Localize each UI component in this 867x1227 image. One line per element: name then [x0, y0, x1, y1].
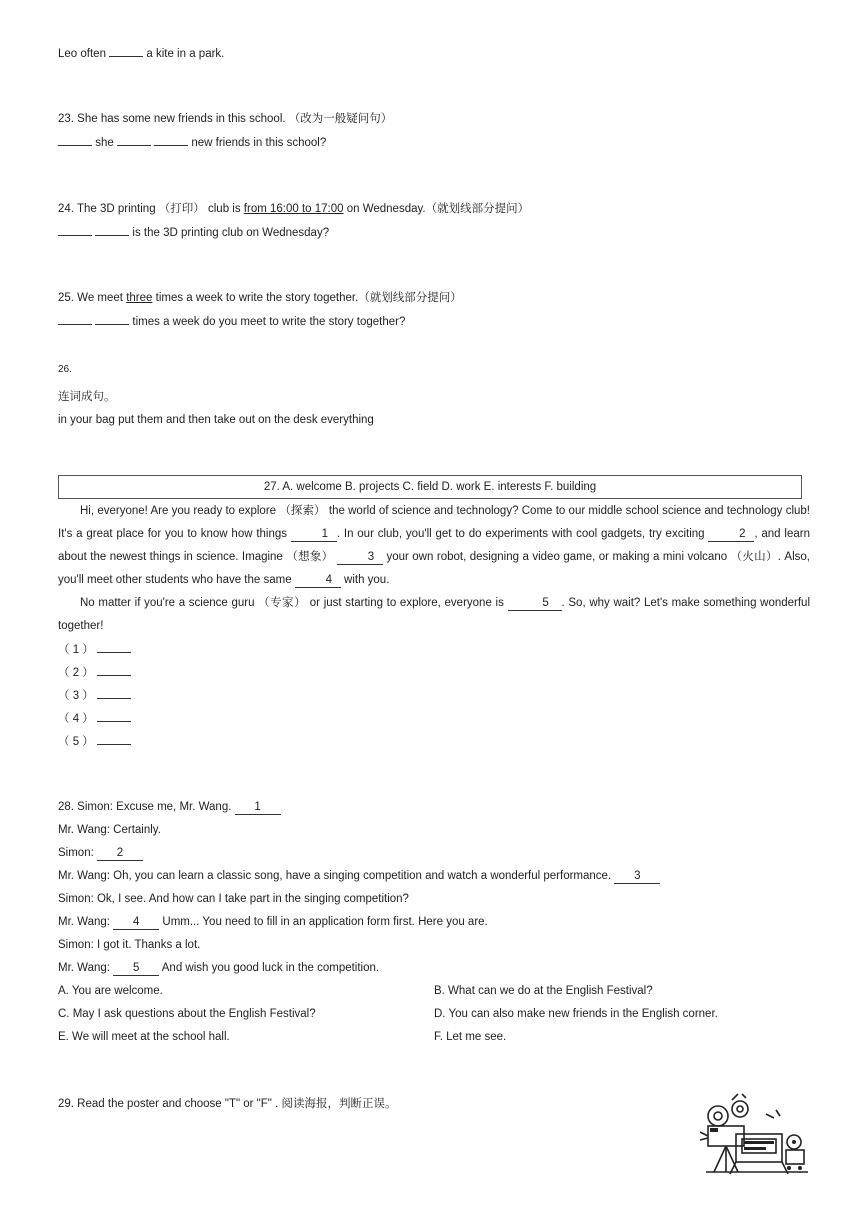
q24-text-end: is the 3D printing club on Wednesday? — [132, 227, 330, 239]
q28-text: And wish you good luck in the competition. — [161, 962, 380, 974]
q27-p1-d: your own robot, designing a video game, or making a mini volcano （火山）. Also, you'll meet other students who have the same — [58, 551, 810, 586]
q28-option-b: B. What can we do at the English Festival? — [434, 985, 653, 997]
q27-p2-b: . So, why wait? Let's make something wonderful together! — [58, 597, 811, 632]
q28-text: Mr. Wang: — [58, 962, 110, 974]
q27-p1-e: with you. — [344, 574, 390, 586]
q27-answer-1 — [58, 641, 131, 658]
film-equipment-icon — [696, 1092, 812, 1176]
q23-question: 23. She has some new friends in this school. （改为一般疑问句） — [58, 113, 393, 125]
q28-line-4 — [58, 868, 660, 884]
q24-underlined: from 16:00 to 17:00 — [243, 203, 344, 215]
q24-text-pre: 24. The 3D printing （打印） club is — [58, 203, 241, 215]
q26-number: 26. — [58, 364, 72, 375]
q25-question — [58, 290, 462, 306]
q26-instruction: 连词成句。 — [58, 391, 116, 403]
q28-option-f: F. Let me see. — [434, 1031, 507, 1043]
q24-text-post: on Wednesday.（就划线部分提问） — [346, 203, 530, 215]
q28-option-d: D. You can also make new friends in the English corner. — [434, 1008, 718, 1020]
q24-answer-line — [58, 224, 329, 241]
q28-line-7: Simon: I got it. Thanks a lot. — [58, 939, 201, 951]
q28-line-2: Mr. Wang: Certainly. — [58, 824, 161, 836]
q22-blank[interactable] — [109, 45, 143, 57]
q23-text-mid: she — [95, 137, 114, 149]
q27-word-box: 27. A. welcome B. projects C. field D. work E. interests F. building — [58, 475, 802, 499]
q27-p2-a: No matter if you're a science guru （专家） or just starting to explore, everyone is — [80, 597, 504, 609]
q27-blank-2[interactable]: 2 — [708, 528, 754, 542]
answer-label: （ 2 ） — [58, 667, 94, 679]
poster-illustration — [696, 1092, 812, 1176]
q28-option-e: E. We will meet at the school hall. — [58, 1031, 230, 1043]
answer-label: （ 4 ） — [58, 713, 94, 725]
q24-blank-2[interactable] — [95, 224, 129, 236]
q27-answer-5 — [58, 733, 131, 750]
q28-line-5: Simon: Ok, I see. And how can I take part in the singing competition? — [58, 893, 409, 905]
q28-text: 28. Simon: Excuse me, Mr. Wang. — [58, 801, 232, 813]
q27-p1-c: , and learn about the newest things in science. Imagine （想象） — [58, 528, 810, 563]
q25-answer-line — [58, 313, 405, 330]
q25-text-end: times a week do you meet to write the story together? — [132, 316, 406, 328]
q28-text: Simon: — [58, 847, 94, 859]
q27-answer-3 — [58, 687, 131, 704]
answer-label: （ 3 ） — [58, 690, 94, 702]
answer-blank[interactable] — [97, 710, 131, 722]
q27-p1-b: . In our club, you'll get to do experiments with cool gadgets, try exciting — [336, 528, 705, 540]
answer-blank[interactable] — [97, 733, 131, 745]
answer-blank[interactable] — [97, 664, 131, 676]
q25-text-post: times a week to write the story together.（就划线部分提问） — [155, 292, 462, 304]
q28-line-8 — [58, 960, 379, 976]
q27-answer-4 — [58, 710, 131, 727]
q25-blank-1[interactable] — [58, 313, 92, 325]
q27-blank-3[interactable]: 3 — [337, 551, 383, 565]
q28-blank-2[interactable]: 2 — [97, 847, 143, 861]
q23-blank-3[interactable] — [154, 134, 188, 146]
q22-text-post: a kite in a park. — [146, 48, 225, 60]
q24-question — [58, 201, 529, 217]
q27-answer-2 — [58, 664, 131, 681]
q23-answer-line — [58, 134, 326, 151]
q26-words: in your bag put them and then take out on the desk everything — [58, 414, 374, 426]
q28-line-3 — [58, 845, 143, 861]
q23-blank-2[interactable] — [117, 134, 151, 146]
q28-text: Mr. Wang: — [58, 916, 110, 928]
q28-blank-1[interactable]: 1 — [235, 801, 281, 815]
q27-blank-1[interactable]: 1 — [291, 528, 337, 542]
q28-blank-3[interactable]: 3 — [614, 870, 660, 884]
answer-label: （ 1 ） — [58, 644, 94, 656]
q28-text: Umm... You need to fill in an application form first. Here you are. — [162, 916, 488, 928]
answer-blank[interactable] — [97, 641, 131, 653]
q27-paragraph-2 — [58, 592, 810, 638]
q28-blank-4[interactable]: 4 — [113, 916, 159, 930]
q28-option-c: C. May I ask questions about the English Festival? — [58, 1008, 316, 1020]
q25-text-pre: 25. We meet — [58, 292, 123, 304]
answer-label: （ 5 ） — [58, 736, 94, 748]
q28-line-1 — [58, 799, 281, 815]
q25-blank-2[interactable] — [95, 313, 129, 325]
q27-blank-4[interactable]: 4 — [295, 574, 341, 588]
q24-blank-1[interactable] — [58, 224, 92, 236]
answer-blank[interactable] — [97, 687, 131, 699]
q23-text-end: new friends in this school? — [191, 137, 327, 149]
q27-paragraph-1 — [58, 500, 810, 592]
q29-title: 29. Read the poster and choose "T" or "F" . 阅读海报，判断正误。 — [58, 1098, 397, 1110]
q22-sentence — [58, 45, 224, 62]
q28-text: Mr. Wang: Oh, you can learn a classic song, have a singing competition and watch a wonderful performance. — [58, 870, 612, 882]
q25-underlined: three — [126, 292, 153, 304]
q23-blank-1[interactable] — [58, 134, 92, 146]
q27-blank-5[interactable]: 5 — [508, 597, 562, 611]
q28-line-6 — [58, 914, 488, 930]
q22-text-pre: Leo often — [58, 48, 106, 60]
q28-blank-5[interactable]: 5 — [113, 962, 159, 976]
q28-option-a: A. You are welcome. — [58, 985, 163, 997]
q27-p1-a: Hi, everyone! Are you ready to explore （探索） the world of science and technology? Come to our middle school science and technology club! It's a great place for you to know how things — [58, 505, 810, 540]
